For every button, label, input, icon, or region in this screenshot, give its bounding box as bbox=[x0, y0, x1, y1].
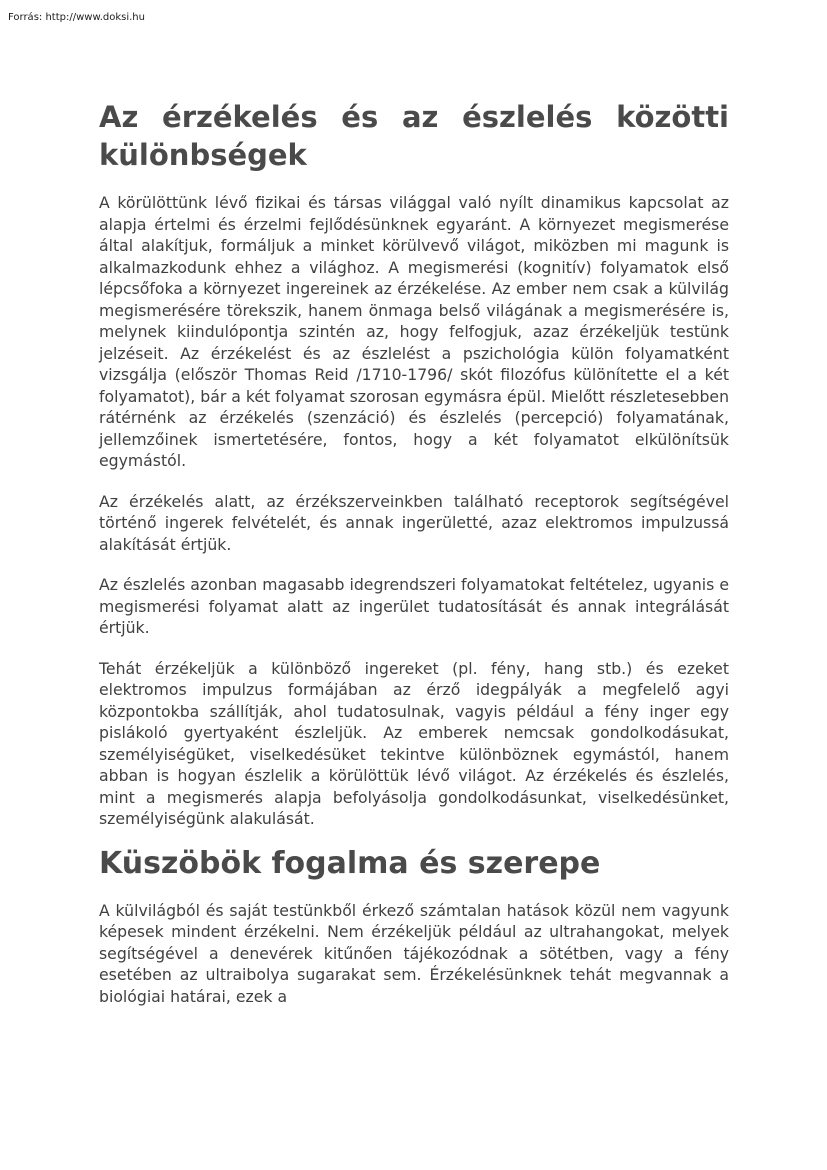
paragraph: Az érzékelés alatt, az érzékszerveinkben található receptorok segítségével történő ingerek felvételét, és annak ingerületté, azaz elektromos impulzussá alakítását értjük. bbox=[99, 491, 729, 554]
paragraph: A körülöttünk lévő fizikai és társas világgal való nyílt dinamikus kapcsolat az alapja értelmi és érzelmi fejlődésünknek egyaránt. A környezet megismerése által alakítjuk, formáljuk a minket körülvevő világot, miközben mi magunk is alkalmazkodunk ehhez a világhoz. A megismerési (kognitív) folyamatok első lépcsőfoka a környezet ingereinek az érzékelése. Az ember nem csak a külvilág megismerésére törekszik, hanem önmaga belső világának a megismerésére is, melynek kiindulópontja szintén az, hogy felfogjuk, azaz érzékeljük testünk jelzéseit. Az érzékelést és az észlelést a pszichológia külön folyamatként vizsgálja (először Thomas Reid /1710-1796/ skót filozófus különítette el a két folyamatot), bár a két folyamat szorosan egymásra épül. Mielőtt részletesebben rátérnénk az érzékelés (szenzáció) és észlelés (percepció) folyamatának, jellemzőinek ismertetésére, fontos, hogy a két folyamatot elkülönítsük egymástól. bbox=[99, 193, 730, 470]
paragraph: A külvilágból és saját testünkből érkező számtalan hatások közül nem vagyunk képesek mindent érzékelni. Nem érzékeljük például az ultrahangokat, melyek segítségével a denevérek kitűnően tájékozódnak a sötétben, vagy a fény esetében az ultraibolya sugarakat sem. Érzékelésünknek tehát megvannak a biológiai határai, ezek a bbox=[99, 900, 729, 1006]
section-heading-thresholds: Küszöbök fogalma és szerepe bbox=[99, 845, 601, 881]
paragraph: Tehát érzékeljük a különböző ingereket (pl. fény, hang stb.) és ezeket elektromos impulzus formájában az érző idegpályák a megfelelő agyi központokba szállítják, ahol tudatosulnak, vagyis például a fény inger egy pislákoló gyertyaként észleljük. Az emberek nemcsak gondolkodásukat, személyiségüket, viselkedésüket tekintve különböznek egymástól, hanem abban is hogyan észlelik a körülöttük lévő világot. Az érzékelés és észlelés, mint a megismerés alapja befolyásolja gondolkodásunkat, viselkedésünket, személyiségünk alakulását. bbox=[99, 658, 729, 828]
source-attribution: Forrás: http://www.doksi.hu bbox=[8, 12, 145, 23]
paragraph: Az észlelés azonban magasabb idegrendszeri folyamatokat feltételez, ugyanis e megismerési folyamat alatt az ingerület tudatosítását és annak integrálását értjük. bbox=[99, 575, 729, 637]
section-heading-perception: Az érzékelés és az észlelés közötti különbségek bbox=[99, 100, 729, 172]
document-body bbox=[99, 98, 729, 1007]
